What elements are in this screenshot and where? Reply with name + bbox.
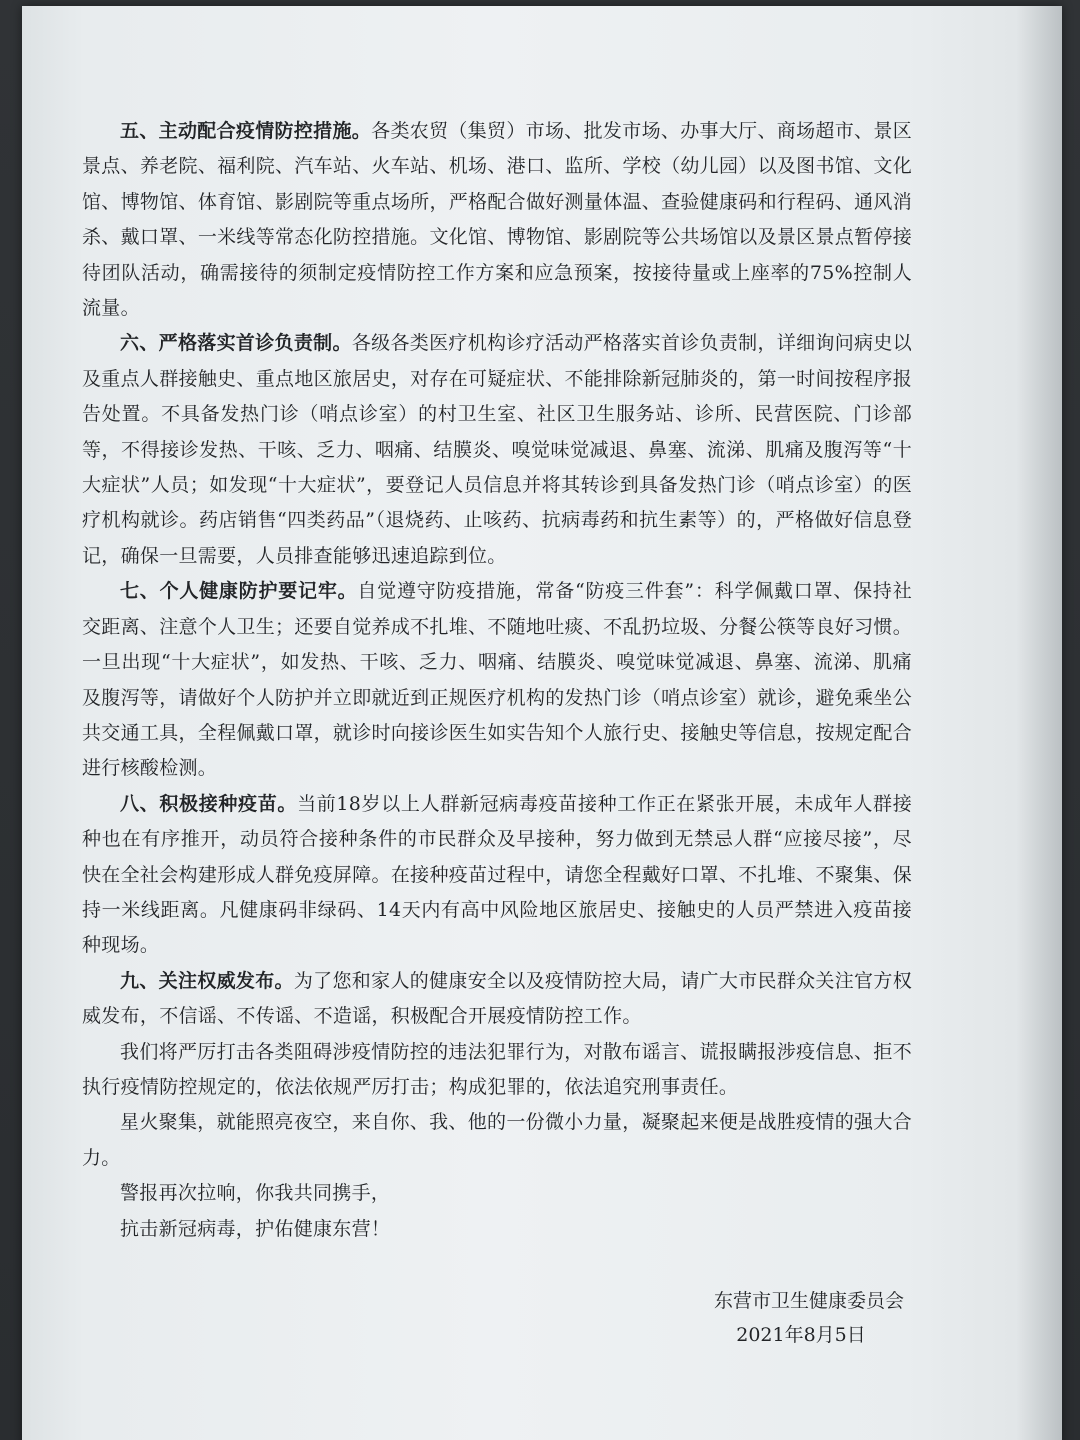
slogan-line-2: 抗击新冠病毒，护佑健康东营！ <box>120 1217 391 1240</box>
section-text: 各级各类医疗机构诊疗活动严格落实首诊负责制，详细询问病史以及重点人群接触史、重点地区旅居史，对存在可疑症状、不能排除新冠肺炎的，第一时间按程序报告处置。不具备发热门诊（哨点诊室）的村卫生室、社区卫生服务站、诊所、民营医院、门诊部等，不得接诊发热、干咳、乏力、咽痛、结膜炎、嗅觉味觉减退、鼻塞、流涕、肌痛及腹泻等“十大症状”人员；如发现“十大症状”，要登记人员信息并将其转诊到具备发热门诊（哨点诊室）的医疗机构就诊。药店销售“四类药品”（退烧药、止咳药、抗病毒药和抗生素等）的，严格做好信息登记，确保一旦需要，人员排查能够迅速追踪到位。 <box>82 332 912 567</box>
section-5 <box>82 114 912 326</box>
section-9 <box>82 964 912 1035</box>
closing-paragraph-warning: 我们将严厉打击各类阻碍涉疫情防控的违法犯罪行为，对散布谣言、谎报瞒报涉疫信息、拒不执行疫情防控规定的，依法依规严厉打击；构成犯罪的，依法追究刑事责任。 <box>82 1040 912 1098</box>
section-8 <box>82 787 912 964</box>
section-text: 为了您和家人的健康安全以及疫情防控大局，请广大市民群众关注官方权威发布，不信谣、不传谣、不造谣，积极配合开展疫情防控工作。 <box>82 969 912 1028</box>
section-heading: 五、主动配合疫情防控措施。 <box>120 120 372 142</box>
issue-date: 2021年8月5日 <box>736 1324 866 1346</box>
slogan-line-1: 警报再次拉响，你我共同携手， <box>120 1182 391 1205</box>
section-text: 自觉遵守防疫措施，常备“防疫三件套”：科学佩戴口罩、保持社交距离、注意个人卫生；还要自觉养成不扎堆、不随地吐痰、不乱扔垃圾、分餐公筷等良好习惯。一旦出现“十大症状”，如发热、干咳、乏力、咽痛、结膜炎、嗅觉味觉减退、鼻塞、流涕、肌痛及腹泻等，请做好个人防护并立即就近到正规医疗机构的发热门诊（哨点诊室）就诊，避免乘坐公共交通工具，全程佩戴口罩，就诊时向接诊医生如实告知个人旅行史、接触史等信息，按规定配合进行核酸检测。 <box>82 580 912 780</box>
section-heading: 九、关注权威发布。 <box>120 969 294 992</box>
closing-paragraph-unity: 星火聚集，就能照亮夜空，来自你、我、他的一份微小力量，凝聚起来便是战胜疫情的强大合力。 <box>82 1111 912 1169</box>
section-text: 当前18岁以上人群新冠病毒疫苗接种工作正在紧张开展，未成年人群接种也在有序推开，动员符合接种条件的市民群众及早接种，努力做到无禁忌人群“应接尽接”，尽快在全社会构建形成人群免疫屏障。在接种疫苗过程中，请您全程戴好口罩、不扎堆、不聚集、保持一米线距离。凡健康码非绿码、14天内有高中风险地区旅居史、接触史的人员严禁进入疫苗接种现场。 <box>82 792 913 957</box>
section-heading: 六、严格落实首诊负责制。 <box>120 332 352 355</box>
section-text: 各类农贸（集贸）市场、批发市场、办事大厅、商场超市、景区景点、养老院、福利院、汽车站、火车站、机场、港口、监所、学校（幼儿园）以及图书馆、文化馆、博物馆、体育馆、影剧院等重点场所，严格配合做好测量体温、查验健康码和行程码、通风消杀、戴口罩、一米线等常态化防控措施。文化馆、博物馆、影剧院等公共场馆以及景区景点暂停接待团队活动，确需接待的须制定疫情防控工作方案和应急预案，按接待量或上座率的75%控制人流量。 <box>82 120 912 320</box>
section-heading: 八、积极接种疫苗。 <box>120 792 298 815</box>
signature-block <box>674 1284 904 1352</box>
section-heading: 七、个人健康防护要记牢。 <box>120 580 358 603</box>
page-shadow <box>1016 6 1062 1440</box>
notice-body <box>82 114 912 1247</box>
section-6 <box>82 326 912 574</box>
section-7 <box>82 574 912 786</box>
issuing-organization: 东营市卫生健康委员会 <box>713 1290 904 1312</box>
